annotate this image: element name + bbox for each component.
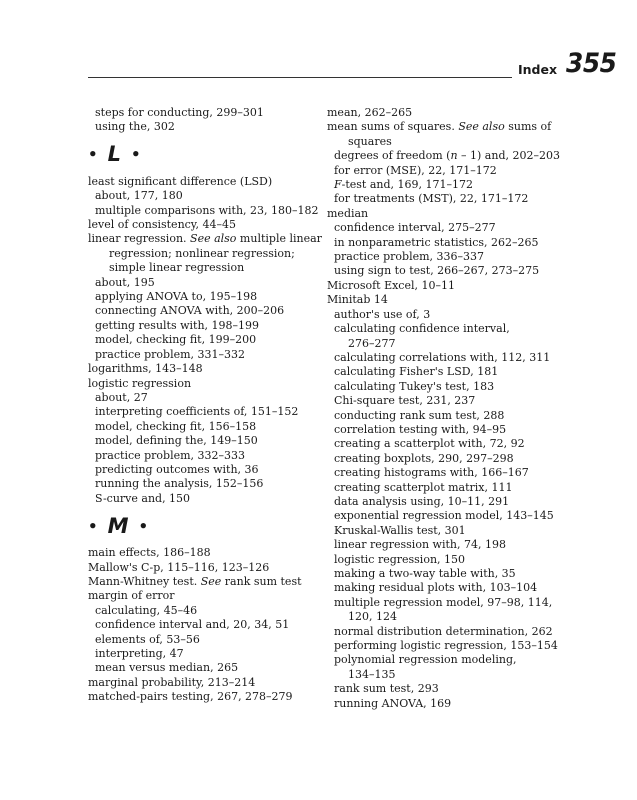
entry-text: performing logistic regression, 153–154 [334, 639, 558, 653]
bullet-icon: • [130, 145, 141, 164]
header-rule [88, 77, 512, 78]
entry-text: calculating Tukey's test, 183 [334, 379, 495, 393]
index-subentry [88, 333, 320, 347]
index-entry [88, 175, 320, 189]
entry-text: Mann-Whitney test. [88, 574, 201, 588]
index-subentry [327, 567, 559, 581]
entry-text: correlation testing with, 94–95 [334, 422, 507, 436]
index-entry-continuation [88, 247, 320, 261]
index-subentry [327, 250, 559, 264]
index-subentry [88, 189, 320, 203]
index-subentry [327, 682, 559, 696]
index-entry [88, 589, 320, 603]
index-subentry [88, 463, 320, 477]
index-column-right [327, 106, 559, 711]
section-letter: L [107, 142, 121, 167]
index-subentry [327, 409, 559, 423]
entry-text: about, 195 [95, 275, 155, 289]
index-subentry [327, 264, 559, 278]
entry-text: in nonparametric statistics, 262–265 [334, 235, 539, 249]
entry-text: confidence interval, 275–277 [334, 221, 496, 235]
index-subentry [327, 351, 559, 365]
entry-text: Mallow's C-p, 115–116, 123–126 [88, 560, 270, 574]
entry-text: running ANOVA, 169 [334, 696, 452, 710]
index-column-left [88, 106, 320, 705]
index-subentry [327, 164, 559, 178]
index-subentry [327, 437, 559, 451]
index-subentry [88, 647, 320, 661]
index-entry [88, 690, 320, 704]
entry-text: 120, 124 [348, 610, 397, 624]
entry-text: getting results with, 198–199 [95, 318, 260, 332]
entry-text: multiple linear [236, 232, 322, 246]
index-subentry [88, 434, 320, 448]
entry-text: model, checking fit, 199–200 [95, 333, 257, 347]
entry-text: logarithms, 143–148 [88, 362, 203, 376]
entry-text: rank sum test, 293 [334, 682, 439, 696]
index-subentry [327, 308, 559, 322]
entry-text-italic: F [334, 178, 342, 192]
entry-text: calculating confidence interval, [334, 322, 510, 336]
index-subentry [327, 380, 559, 394]
entry-text: interpreting, 47 [95, 647, 184, 660]
entry-text: sums of [504, 120, 552, 134]
index-subentry [327, 653, 559, 667]
entry-text: creating a scatterplot with, 72, 92 [334, 437, 525, 451]
entry-text-italic: See [200, 574, 222, 588]
entry-text: least significant difference (LSD) [88, 174, 273, 188]
entry-text: -test and, 169, 171–172 [341, 178, 474, 192]
index-subentry [327, 553, 559, 567]
index-subentry [327, 524, 559, 538]
entry-text: connecting ANOVA with, 200–206 [95, 304, 285, 318]
index-subentry [327, 394, 559, 408]
entry-text: logistic regression [88, 376, 192, 390]
index-entry [88, 232, 320, 246]
index-subentry [327, 466, 559, 480]
entry-text: mean, 262–265 [327, 106, 413, 119]
entry-text: practice problem, 332–333 [95, 448, 246, 462]
index-subentry [88, 391, 320, 405]
index-subentry [88, 120, 320, 134]
index-subentry [327, 365, 559, 379]
entry-text: normal distribution determination, 262 [334, 624, 553, 638]
entry-text: using sign to test, 266–267, 273–275 [334, 264, 540, 278]
index-entry-continuation [88, 261, 320, 275]
index-subentry [327, 596, 559, 610]
entry-text: S-curve and, 150 [95, 491, 191, 505]
page-header [88, 48, 618, 86]
section-letter: M [107, 513, 129, 538]
index-subentry [88, 449, 320, 463]
index-subentry [327, 322, 559, 336]
entry-text: mean versus median, 265 [95, 661, 239, 675]
index-entry-continuation [327, 135, 559, 149]
index-subentry [327, 192, 559, 206]
index-subentry [88, 405, 320, 419]
entry-text: model, defining the, 149–150 [95, 434, 258, 448]
entry-text: main effects, 186–188 [88, 546, 211, 560]
index-entry [88, 676, 320, 690]
entry-text: 276–277 [348, 336, 396, 350]
bullet-icon: • [88, 145, 98, 164]
index-subentry [327, 236, 559, 250]
index-entry-continuation [327, 668, 559, 682]
index-subentry [88, 304, 320, 318]
entry-text: exponential regression model, 143–145 [334, 509, 554, 523]
index-subentry [327, 481, 559, 495]
entry-text: about, 177, 180 [95, 189, 183, 203]
entry-text: predicting outcomes with, 36 [95, 462, 259, 476]
index-entry [327, 293, 559, 307]
entry-text: creating histograms with, 166–167 [334, 466, 529, 480]
entry-text: regression; nonlinear regression; [109, 246, 295, 260]
entry-text: calculating Fisher's LSD, 181 [334, 365, 499, 379]
entry-text: model, checking fit, 156–158 [95, 419, 257, 433]
entry-text: marginal probability, 213–214 [88, 675, 256, 689]
index-subentry [327, 221, 559, 235]
entry-text: data analysis using, 10–11, 291 [334, 494, 510, 508]
entry-text-italic: See also [190, 232, 237, 246]
entry-text: Kruskal-Wallis test, 301 [334, 523, 466, 537]
entry-text: using the, 302 [95, 120, 175, 134]
index-entry [327, 207, 559, 221]
entry-text: calculating correlations with, 112, 311 [334, 350, 551, 364]
index-entry [88, 377, 320, 391]
index-entry [88, 575, 320, 589]
entry-text: Minitab 14 [327, 293, 388, 307]
index-subentry [88, 106, 320, 120]
entry-text: simple linear regression [109, 261, 245, 275]
index-subentry [327, 178, 559, 192]
entry-text: 134–135 [348, 667, 396, 681]
entry-text: margin of error [88, 589, 175, 603]
entry-text: – 1) and, 202–203 [457, 149, 560, 163]
entry-text: elements of, 53–56 [95, 632, 200, 646]
entry-text: matched-pairs testing, 267, 278–279 [88, 690, 293, 704]
section-heading [88, 506, 320, 546]
index-subentry [327, 625, 559, 639]
entry-text: making residual plots with, 103–104 [334, 581, 538, 595]
entry-text: applying ANOVA to, 195–198 [95, 290, 258, 304]
index-subentry [88, 319, 320, 333]
index-subentry [327, 581, 559, 595]
entry-text: creating boxplots, 290, 297–298 [334, 451, 514, 465]
entry-text: running the analysis, 152–156 [95, 477, 264, 491]
index-subentry [88, 290, 320, 304]
entry-text-italic: See also [458, 120, 505, 134]
index-subentry [327, 423, 559, 437]
entry-text: logistic regression, 150 [334, 552, 466, 566]
entry-text: median [327, 206, 369, 220]
entry-text: rank sum test [221, 574, 302, 588]
entry-text: author's use of, 3 [334, 307, 431, 321]
section-heading [88, 135, 320, 175]
entry-text: about, 27 [95, 390, 148, 404]
entry-text: multiple comparisons with, 23, 180–182 [95, 203, 319, 217]
index-subentry [327, 697, 559, 711]
index-entry [88, 362, 320, 376]
index-subentry [88, 633, 320, 647]
index-entry-continuation [327, 337, 559, 351]
entry-text: multiple regression model, 97–98, 114, [334, 595, 553, 609]
entry-text: squares [348, 134, 392, 148]
entry-text-italic: n [450, 149, 458, 163]
entry-text: for error (MSE), 22, 171–172 [334, 163, 497, 177]
index-subentry [88, 477, 320, 491]
entry-text: creating scatterplot matrix, 111 [334, 480, 513, 494]
entry-text: practice problem, 336–337 [334, 250, 485, 264]
entry-text: Chi-square test, 231, 237 [334, 394, 476, 408]
bullet-icon: • [88, 516, 98, 535]
index-subentry [88, 618, 320, 632]
entry-text: confidence interval and, 20, 34, 51 [95, 618, 290, 632]
entry-text: making a two-way table with, 35 [334, 567, 516, 580]
entry-text: level of consistency, 44–45 [88, 218, 237, 232]
index-entry [327, 106, 559, 120]
index-entry [327, 279, 559, 293]
index-subentry [327, 639, 559, 653]
index-subentry [327, 452, 559, 466]
index-subentry [88, 661, 320, 675]
entry-text: linear regression with, 74, 198 [334, 538, 506, 552]
entry-text: for treatments (MST), 22, 171–172 [334, 192, 529, 206]
entry-text: practice problem, 331–332 [95, 347, 246, 361]
index-entry [327, 120, 559, 134]
index-subentry [327, 495, 559, 509]
entry-text: polynomial regression modeling, [334, 653, 517, 667]
index-subentry [88, 348, 320, 362]
index-entry [88, 218, 320, 232]
index-entry [88, 561, 320, 575]
page-number: 355 [566, 48, 617, 79]
index-subentry [88, 204, 320, 218]
header-label: Index [518, 62, 558, 77]
entry-text: calculating, 45–46 [95, 603, 198, 617]
index-subentry [327, 538, 559, 552]
index-subentry [327, 149, 559, 163]
index-entry [88, 546, 320, 560]
index-subentry [327, 509, 559, 523]
entry-text: interpreting coefficients of, 151–152 [95, 405, 299, 419]
entry-text: mean sums of squares. [327, 120, 459, 134]
index-entry-continuation [327, 610, 559, 624]
index-subentry [88, 420, 320, 434]
entry-text: conducting rank sum test, 288 [334, 408, 505, 422]
index-subentry [88, 276, 320, 290]
index-subentry [88, 492, 320, 506]
index-subentry [88, 604, 320, 618]
entry-text: Microsoft Excel, 10–11 [327, 278, 455, 292]
entry-text: degrees of freedom ( [334, 149, 451, 163]
entry-text: linear regression. [88, 232, 191, 246]
entry-text: steps for conducting, 299–301 [95, 106, 264, 119]
bullet-icon: • [138, 516, 149, 535]
